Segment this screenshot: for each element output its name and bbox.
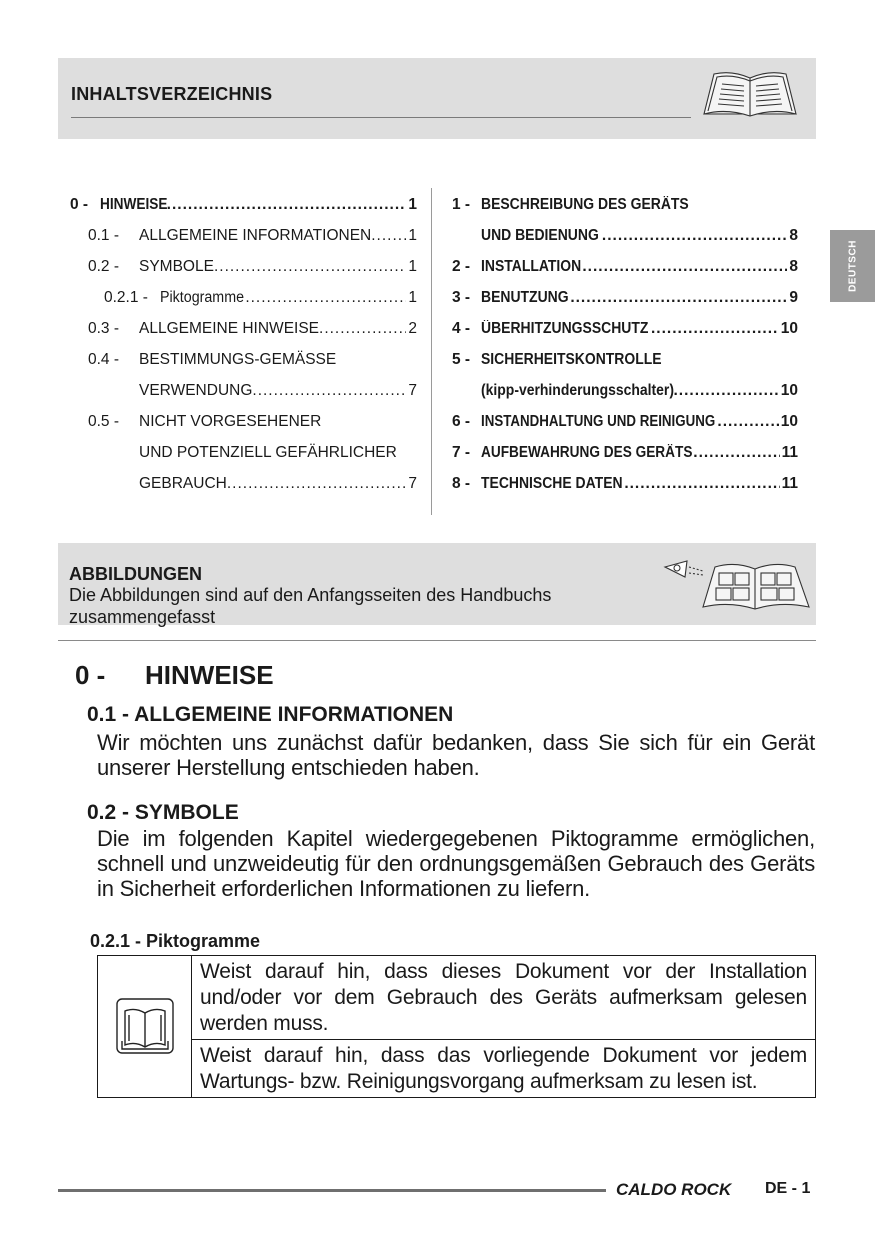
toc-entry (452, 474, 798, 494)
toc-entry (88, 257, 417, 277)
toc-leader-dots (693, 443, 779, 463)
toc-leader-dots (582, 257, 787, 277)
section-0-1-heading: 0.1 - ALLGEMEINE INFORMATIONEN (87, 703, 454, 726)
toc-entry-page: 1 (408, 289, 417, 306)
toc-entry-text: TECHNISCHE DATEN (481, 475, 623, 492)
toc-leader-dots (371, 226, 406, 246)
toc-entry-text: (kipp-verhinderungsschalter) (481, 382, 675, 399)
toc-entry-number: 7 - (452, 444, 471, 461)
footer-page-number: DE - 1 (765, 1180, 811, 1197)
toc-leader-dots (602, 226, 787, 246)
language-tab (830, 230, 875, 302)
toc-entry-page: 10 (780, 320, 798, 337)
toc-entry-number: 0.3 - (88, 320, 120, 337)
toc-header-rule (71, 117, 691, 118)
toc-entry-number: 2 - (452, 258, 471, 275)
toc-entry-page: 1 (408, 227, 417, 244)
illustrated-book-icon (663, 555, 813, 615)
toc-entry-text: ÜBERHITZUNGSSCHUTZ (481, 320, 649, 337)
section-0-number: 0 - (75, 660, 106, 690)
toc-leader-dots (227, 474, 407, 494)
toc-entry (88, 350, 417, 370)
toc-entry-page: 11 (781, 475, 798, 492)
toc-leader-dots (651, 319, 779, 339)
pictogram-icon-cell (98, 956, 192, 1097)
section-0-2-text: Die im folgenden Kapitel wiedergegebenen Piktogramme ermöglichen, schnell und unzweideutig für den ordnungsgemäßen Gebrauch des Geräts in Sicherheit erforderlichen Informationen zu liefern. (97, 826, 815, 901)
toc-entry-text: UND POTENZIELL GEFÄHRLICHER (139, 444, 397, 461)
section-0-1-text: Wir möchten uns zunächst dafür bedanken, dass Sie sich für ein Gerät unserer Herstellung entschieden haben. (97, 730, 815, 780)
toc-entry (88, 319, 417, 339)
toc-entry (452, 412, 798, 432)
toc-entry-text: INSTALLATION (481, 258, 582, 275)
figures-text: Die Abbildungen sind auf den Anfangsseiten des Handbuchs zusammengefasst (69, 585, 552, 627)
toc-entry-text: BESCHREIBUNG DES GERÄTS (481, 196, 689, 213)
toc-entry (452, 226, 798, 246)
toc-entry-page: 10 (780, 382, 798, 399)
toc-entry (88, 226, 417, 246)
toc-entry-text: ALLGEMEINE HINWEISE (139, 320, 320, 337)
pictogram-row-1-text: Weist darauf hin, dass dieses Dokument vor der Installation und/oder vor dem Gebrauch des Geräts aufmerksam gelesen werden muss. (192, 956, 815, 1040)
toc-entry (452, 195, 798, 215)
toc-entry-text: BESTIMMUNGS-GEMÄSSE (139, 351, 337, 368)
toc-entry-number: 0.2.1 - (104, 289, 148, 306)
open-book-icon (700, 68, 800, 120)
toc-entry-page: 11 (781, 444, 798, 461)
toc-entry-text: GEBRAUCH (139, 475, 227, 492)
toc-entry (104, 288, 417, 308)
toc-entry-text: INSTANDHALTUNG UND REINIGUNG (481, 413, 716, 430)
toc-entry-text: NICHT VORGESEHENER (139, 413, 322, 430)
toc-column-divider (431, 188, 432, 515)
toc-entry (452, 257, 798, 277)
toc-entry-number: 0.5 - (88, 413, 120, 430)
toc-entry (452, 288, 798, 308)
toc-title: INHALTSVERZEICHNIS (71, 84, 273, 104)
toc-entry-number: 0.1 - (88, 227, 120, 244)
footer-brand: CALDO ROCK (616, 1180, 732, 1199)
toc-entry-page: 8 (789, 227, 798, 244)
toc-entry-page: 1 (408, 196, 417, 213)
toc-entry-number: 0.4 - (88, 351, 120, 368)
toc-entry (88, 381, 417, 401)
language-tab-label: DEUTSCH (847, 240, 858, 292)
toc-entry-text: SYMBOLE (139, 258, 214, 275)
toc-entry (70, 195, 417, 215)
toc-leader-dots (167, 195, 407, 215)
toc-entry-number: 4 - (452, 320, 471, 337)
toc-leader-dots (673, 381, 778, 401)
toc-entry (452, 443, 798, 463)
toc-entry-page: 7 (408, 382, 417, 399)
toc-leader-dots (624, 474, 779, 494)
toc-entry-number: 3 - (452, 289, 471, 306)
section-0-heading (75, 660, 274, 691)
toc-entry (452, 350, 798, 370)
toc-entry-number: 5 - (452, 351, 471, 368)
toc-entry-page: 8 (789, 258, 798, 275)
toc-entry (88, 474, 417, 494)
toc-leader-dots (717, 412, 778, 432)
toc-entry-page: 7 (408, 475, 417, 492)
toc-entry (88, 412, 417, 432)
toc-entry-number: 0.2 - (88, 258, 120, 275)
toc-leader-dots (214, 257, 406, 277)
toc-entry (452, 381, 798, 401)
toc-entry-text: VERWENDUNG (139, 382, 253, 399)
section-0-2-heading: 0.2 - SYMBOLE (87, 801, 239, 824)
toc-header-band (58, 58, 816, 139)
section-0-2-1-heading: 0.2.1 - Piktogramme (90, 931, 261, 951)
section-0-title: HINWEISE (145, 660, 274, 690)
toc-entry-page: 1 (408, 258, 417, 275)
toc-entry-number: 8 - (452, 475, 471, 492)
toc-entry-page: 9 (789, 289, 798, 306)
toc-entry-text: Piktogramme (160, 289, 245, 306)
toc-leader-dots (252, 381, 406, 401)
toc-entry-text: BENUTZUNG (481, 289, 569, 306)
manual-book-icon (115, 997, 175, 1055)
toc-entry-text: SICHERHEITSKONTROLLE (481, 351, 662, 368)
footer-rule (58, 1189, 606, 1192)
toc-entry-number: 6 - (452, 413, 471, 430)
toc-entry-text: AUFBEWAHRUNG DES GERÄTS (481, 444, 693, 461)
toc-entry (88, 443, 422, 463)
toc-entry-text: HINWEISE (100, 196, 168, 213)
pictogram-row-2-text: Weist darauf hin, dass das vorliegende Dokument vor jedem Wartungs- bzw. Reinigungsvorgang aufmerksam zu lesen ist. (200, 1044, 807, 1093)
toc-entry-text: UND BEDIENUNG (481, 227, 599, 244)
toc-entry-number: 1 - (452, 196, 471, 213)
figures-rule (58, 640, 816, 641)
toc-entry (452, 319, 798, 339)
toc-entry-number: 0 - (70, 196, 89, 213)
toc-leader-dots (245, 288, 406, 308)
toc-leader-dots (319, 319, 406, 339)
toc-leader-dots (570, 288, 787, 308)
toc-entry-text: ALLGEMEINE INFORMATIONEN (139, 227, 372, 244)
toc-entry-page: 10 (780, 413, 798, 430)
figures-title: ABBILDUNGEN (69, 564, 202, 584)
toc-entry-page: 2 (408, 320, 417, 337)
pictogram-table (97, 955, 816, 1098)
figures-band (58, 543, 816, 625)
